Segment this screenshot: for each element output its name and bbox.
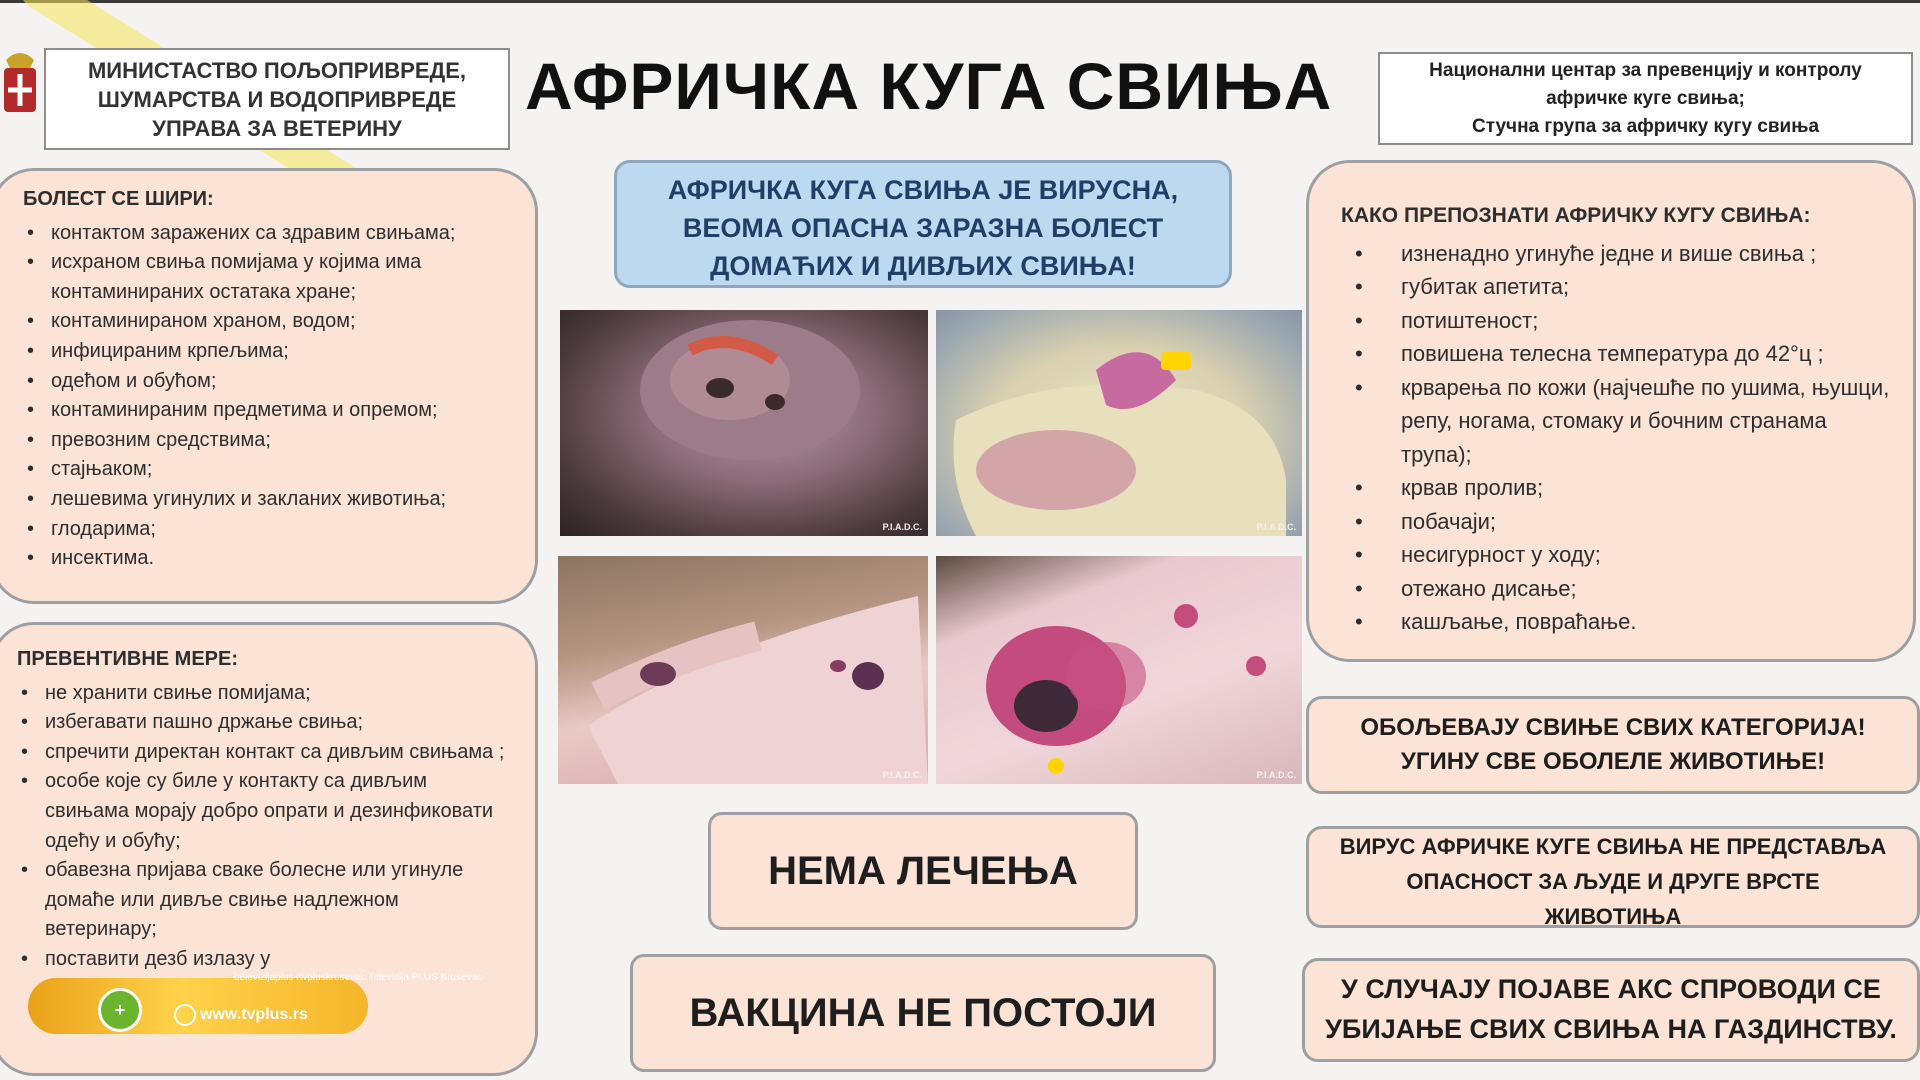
list-item: • контаминираним предметима и опремом; — [23, 396, 515, 426]
list-item: • губитак апетита; — [1349, 270, 1893, 304]
photo-pig-snout — [560, 310, 928, 536]
list-item: • крварења по кожи (најчешће по ушима, њушци, репу, ногама, стомаку и бочним странама трупа); — [1349, 371, 1893, 472]
photo-pig-legs — [558, 556, 928, 784]
photo-watermark: P.I.A.D.C. — [1256, 770, 1296, 780]
national-line-1: Национални центар за превенцију и контролу — [1429, 60, 1862, 81]
list-item: • спречити директан контакт са дивљим свињама ; — [17, 738, 515, 768]
all-categories-line-2: УГИНУ СВЕ ОБОЛЕЛЕ ЖИВОТИЊЕ! — [1400, 748, 1826, 775]
intro-line-2: ВЕОМА ОПАСНА ЗАРАЗНА БОЛЕСТ — [682, 213, 1164, 243]
tv-plus-logo-icon: + — [98, 988, 142, 1032]
list-item: • инфицираним крпељима; — [23, 337, 515, 367]
pig-body-illustration — [936, 556, 1302, 784]
list-item: • кашљање, повраћање. — [1349, 605, 1893, 639]
national-line-3: Стучна група за афричку кугу свиња — [1471, 116, 1820, 137]
prevention-list — [17, 679, 515, 975]
recognition-list — [1349, 237, 1893, 639]
recognition-title: КАКО ПРЕПОЗНАТИ АФРИЧКУ КУГУ СВИЊА: — [1341, 204, 1811, 227]
list-item: • крвав пролив; — [1349, 471, 1893, 505]
list-item: • инсектима. — [23, 544, 515, 574]
list-item: • обавезна пријава сваке болесне или угинуле домаће или дивље свиње надлежном ветеринару; — [17, 856, 515, 945]
list-item: • контаминираном храном, водом; — [23, 307, 515, 337]
pig-head-illustration — [936, 310, 1302, 536]
photo-watermark: P.I.A.D.C. — [882, 770, 922, 780]
list-item: • повишена телесна температура до 42°ц ; — [1349, 337, 1893, 371]
list-item: • особе које су биле у контакту са дивљим свињама морају добро опрати и дезинфиковати одећу и обућу; — [17, 767, 515, 856]
list-item: • несигурност у ходу; — [1349, 538, 1893, 572]
list-item: • потиштеност; — [1349, 304, 1893, 338]
tv-website-url: www.tvplus.rs — [200, 1006, 308, 1023]
pig-legs-illustration — [558, 556, 928, 784]
photo-watermark: P.I.A.D.C. — [1256, 522, 1296, 532]
photo-pig-ear-tag — [936, 310, 1302, 536]
globe-icon — [174, 1004, 196, 1026]
ministry-line-2: ШУМАРСТВА И ВОДОПРИВРЕДЕ — [97, 87, 457, 112]
no-vaccine-box: ВАКЦИНА НЕ ПОСТОЈИ — [630, 954, 1216, 1072]
list-item: • стајњаком; — [23, 455, 515, 485]
national-center-header — [1378, 52, 1913, 145]
culling-line-2: УБИЈАЊЕ СВИХ СВИЊА НА ГАЗДИНСТВУ. — [1325, 1014, 1897, 1044]
list-item: • глодарима; — [23, 515, 515, 545]
culling-line-1: У СЛУЧАЈУ ПОЈАВЕ АКС СПРОВОДИ СЕ — [1341, 974, 1881, 1004]
tv-channel-overlay — [28, 970, 483, 1044]
intro-line-3: ДОМАЋИХ И ДИВЉИХ СВИЊА! — [710, 251, 1136, 281]
ministry-line-3: УПРАВА ЗА ВЕТЕРИНУ — [152, 116, 402, 141]
recognition-panel — [1306, 160, 1916, 662]
no-human-danger-box — [1306, 826, 1920, 928]
list-item: • отежано дисање; — [1349, 572, 1893, 606]
page-title: АФРИЧКА КУГА СВИЊА — [525, 49, 1333, 123]
prevention-title: ПРЕВЕНТИВНЕ МЕРЕ: — [17, 648, 238, 670]
national-line-2: афричке куге свиња; — [1546, 88, 1745, 109]
photo-watermark: P.I.A.D.C. — [882, 522, 922, 532]
list-item: • не хранити свиње помијама; — [17, 679, 515, 709]
culling-box — [1302, 958, 1920, 1062]
list-item: • превозним средствима; — [23, 426, 515, 456]
tv-social-handles: belevizijaplus rtvpluskrusevac Televizija PLUS Krusevac — [234, 972, 483, 983]
list-item: • лешевима угинулих и закланих животиња; — [23, 485, 515, 515]
tv-banner — [28, 978, 368, 1034]
all-categories-line-1: ОБОЉЕВАЈУ СВИЊЕ СВИХ КАТЕГОРИЈА! — [1360, 714, 1866, 741]
list-item: • побачаји; — [1349, 505, 1893, 539]
spread-list — [23, 219, 515, 574]
coat-of-arms-icon — [0, 46, 40, 142]
list-item: • исхраном свиња помијама у којима има контаминираних остатака хране; — [23, 248, 515, 307]
no-human-line-3: ЖИВОТИЊА — [1544, 904, 1682, 929]
photo-pig-skin-lesions — [936, 556, 1302, 784]
list-item: • контактом заражених са здравим свињама; — [23, 219, 515, 249]
no-human-line-2: ОПАСНОСТ ЗА ЉУДЕ И ДРУГЕ ВРСТЕ — [1406, 869, 1820, 894]
all-categories-box — [1306, 696, 1920, 794]
pig-snout-illustration — [560, 310, 928, 536]
list-item: • одећом и обућом; — [23, 367, 515, 397]
list-item: • избегавати пашно држање свиња; — [17, 708, 515, 738]
intro-line-1: АФРИЧКА КУГА СВИЊА ЈЕ ВИРУСНА, — [667, 175, 1179, 205]
list-item: • поставити дезб излазу у — [17, 945, 515, 975]
ministry-line-1: МИНИСТАСТВО ПОЉОПРИВРЕДЕ, — [87, 58, 466, 83]
ministry-header — [44, 48, 510, 150]
spread-title: БОЛЕСТ СЕ ШИРИ: — [23, 188, 214, 210]
spread-panel — [0, 168, 538, 604]
no-human-line-1: ВИРУС АФРИЧКЕ КУГЕ СВИЊА НЕ ПРЕДСТАВЉА — [1339, 834, 1887, 859]
top-border — [0, 0, 1920, 3]
intro-box — [614, 160, 1232, 288]
list-item: • изненадно угинуће једне и више свиња ; — [1349, 237, 1893, 271]
no-treatment-box: НЕМА ЛЕЧЕЊА — [708, 812, 1138, 930]
